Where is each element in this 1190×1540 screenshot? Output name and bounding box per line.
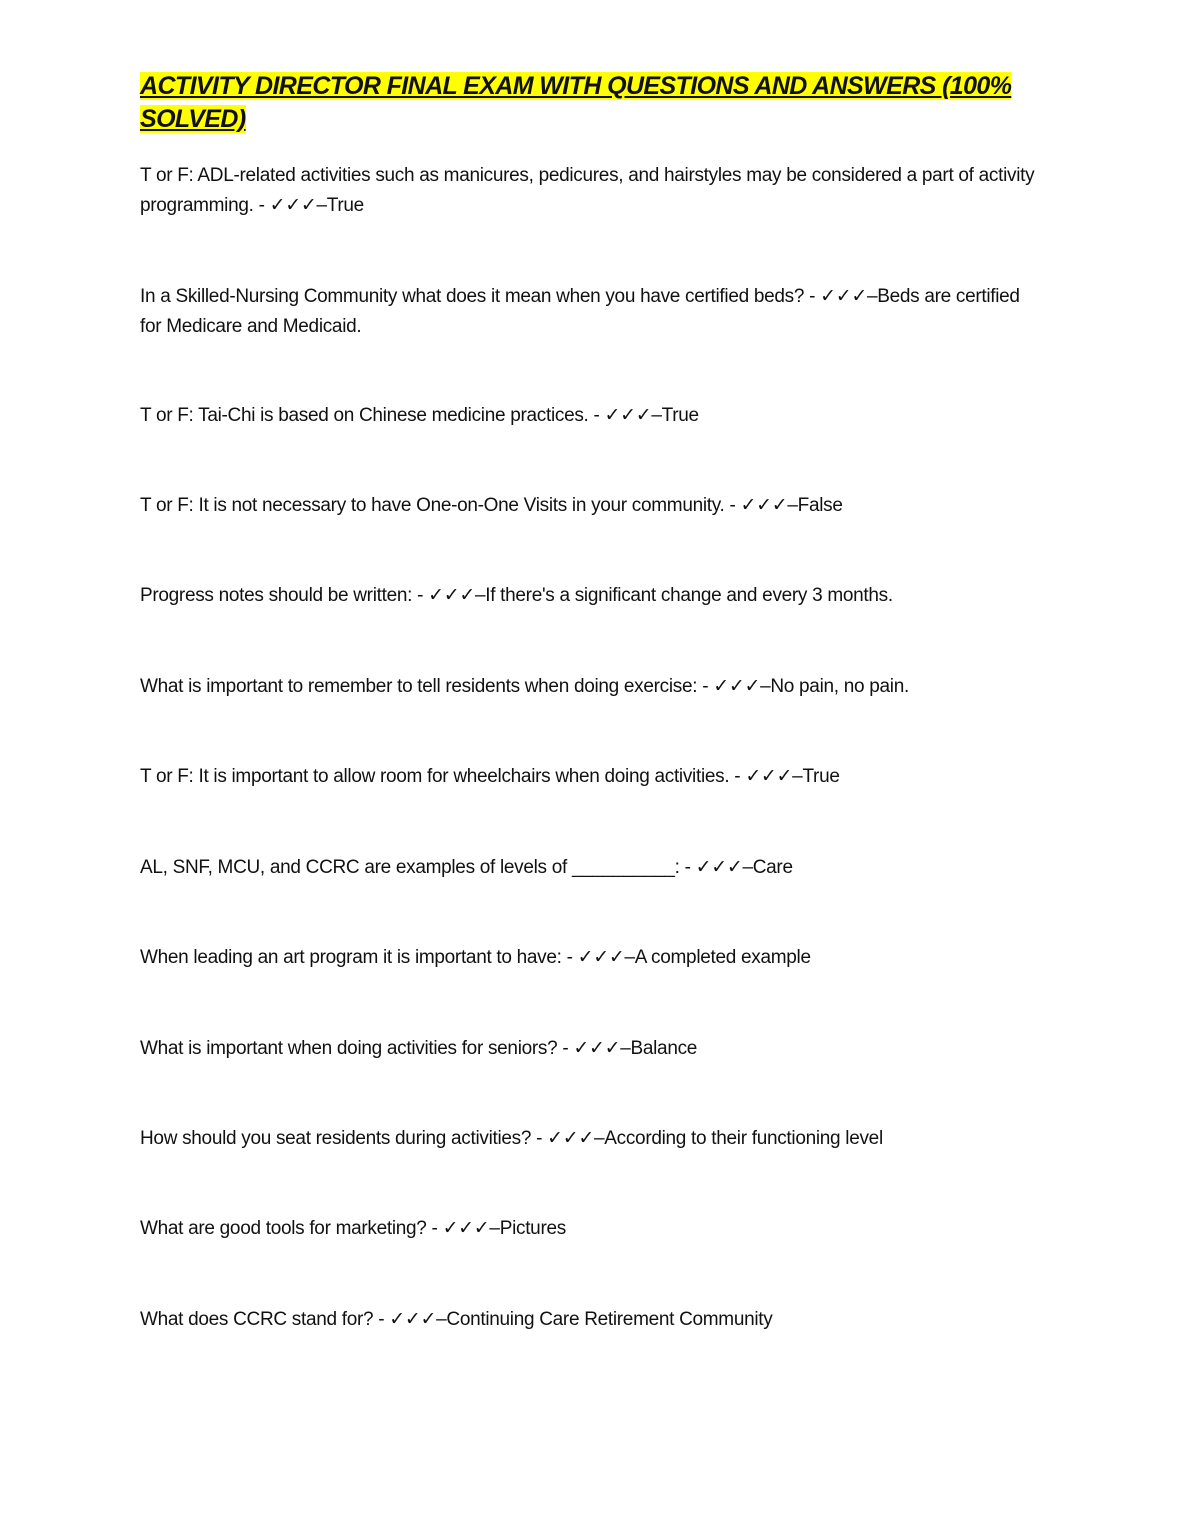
check-separator: - ✓✓✓–: [531, 1128, 605, 1149]
question-text: What are good tools for marketing?: [140, 1218, 427, 1239]
check-separator: - ✓✓✓–: [253, 195, 327, 216]
qa-item: [140, 1305, 1040, 1335]
answer-text: Continuing Care Retirement Community: [446, 1309, 773, 1330]
qa-item: [140, 282, 1040, 342]
check-separator: - ✓✓✓–: [729, 766, 803, 787]
question-text: T or F: ADL-related activities such as manicures, pedicures, and hairstyles may be considered a part of activity programming.: [140, 165, 1035, 216]
question-text: Progress notes should be written:: [140, 585, 413, 606]
qa-item: [140, 161, 1040, 221]
check-separator: - ✓✓✓–: [561, 947, 635, 968]
qa-item: [140, 1214, 1040, 1244]
qa-item: [140, 853, 1040, 883]
qa-item: [140, 762, 1040, 792]
answer-text: Balance: [630, 1038, 698, 1059]
question-text: T or F: Tai-Chi is based on Chinese medicine practices.: [140, 405, 589, 426]
check-separator: - ✓✓✓–: [426, 1218, 500, 1239]
question-text: In a Skilled-Nursing Community what does it mean when you have certified beds?: [140, 286, 805, 307]
answer-text: Pictures: [499, 1218, 566, 1239]
question-text: AL, SNF, MCU, and CCRC are examples of levels of __________:: [140, 857, 680, 878]
page-title: [140, 70, 1040, 136]
answer-text: If there's a significant change and every 3 months.: [485, 585, 893, 606]
question-text: What is important when doing activities for seniors?: [140, 1038, 558, 1059]
answer-text: True: [326, 195, 364, 216]
check-separator: - ✓✓✓–: [697, 676, 771, 697]
page-title-text: ACTIVITY DIRECTOR FINAL EXAM WITH QUESTIONS AND ANSWERS (100% SOLVED): [140, 72, 1012, 133]
check-separator: - ✓✓✓–: [679, 857, 753, 878]
qa-item: [140, 1034, 1040, 1064]
qa-item: [140, 491, 1040, 521]
answer-text: True: [661, 405, 699, 426]
qa-item: [140, 943, 1040, 973]
check-separator: - ✓✓✓–: [588, 405, 662, 426]
qa-item: [140, 401, 1040, 431]
answer-text: Beds are certified for Medicare and Medicaid.: [140, 286, 1020, 337]
question-text: What does CCRC stand for?: [140, 1309, 374, 1330]
question-text: When leading an art program it is important to have:: [140, 947, 562, 968]
answer-text: Care: [752, 857, 793, 878]
answer-text: False: [797, 495, 843, 516]
check-separator: - ✓✓✓–: [724, 495, 798, 516]
check-separator: - ✓✓✓–: [373, 1309, 447, 1330]
answer-text: A completed example: [634, 947, 811, 968]
qa-item: [140, 581, 1040, 611]
qa-item: [140, 672, 1040, 702]
qa-item: [140, 1124, 1040, 1154]
answer-text: No pain, no pain.: [770, 676, 909, 697]
check-separator: - ✓✓✓–: [412, 585, 486, 606]
question-text: How should you seat residents during activities?: [140, 1128, 532, 1149]
check-separator: - ✓✓✓–: [557, 1038, 631, 1059]
question-text: What is important to remember to tell residents when doing exercise:: [140, 676, 698, 697]
question-text: T or F: It is not necessary to have One-on-One Visits in your community.: [140, 495, 725, 516]
check-separator: - ✓✓✓–: [804, 286, 878, 307]
question-text: T or F: It is important to allow room for wheelchairs when doing activities.: [140, 766, 730, 787]
answer-text: According to their functioning level: [604, 1128, 883, 1149]
answer-text: True: [802, 766, 840, 787]
